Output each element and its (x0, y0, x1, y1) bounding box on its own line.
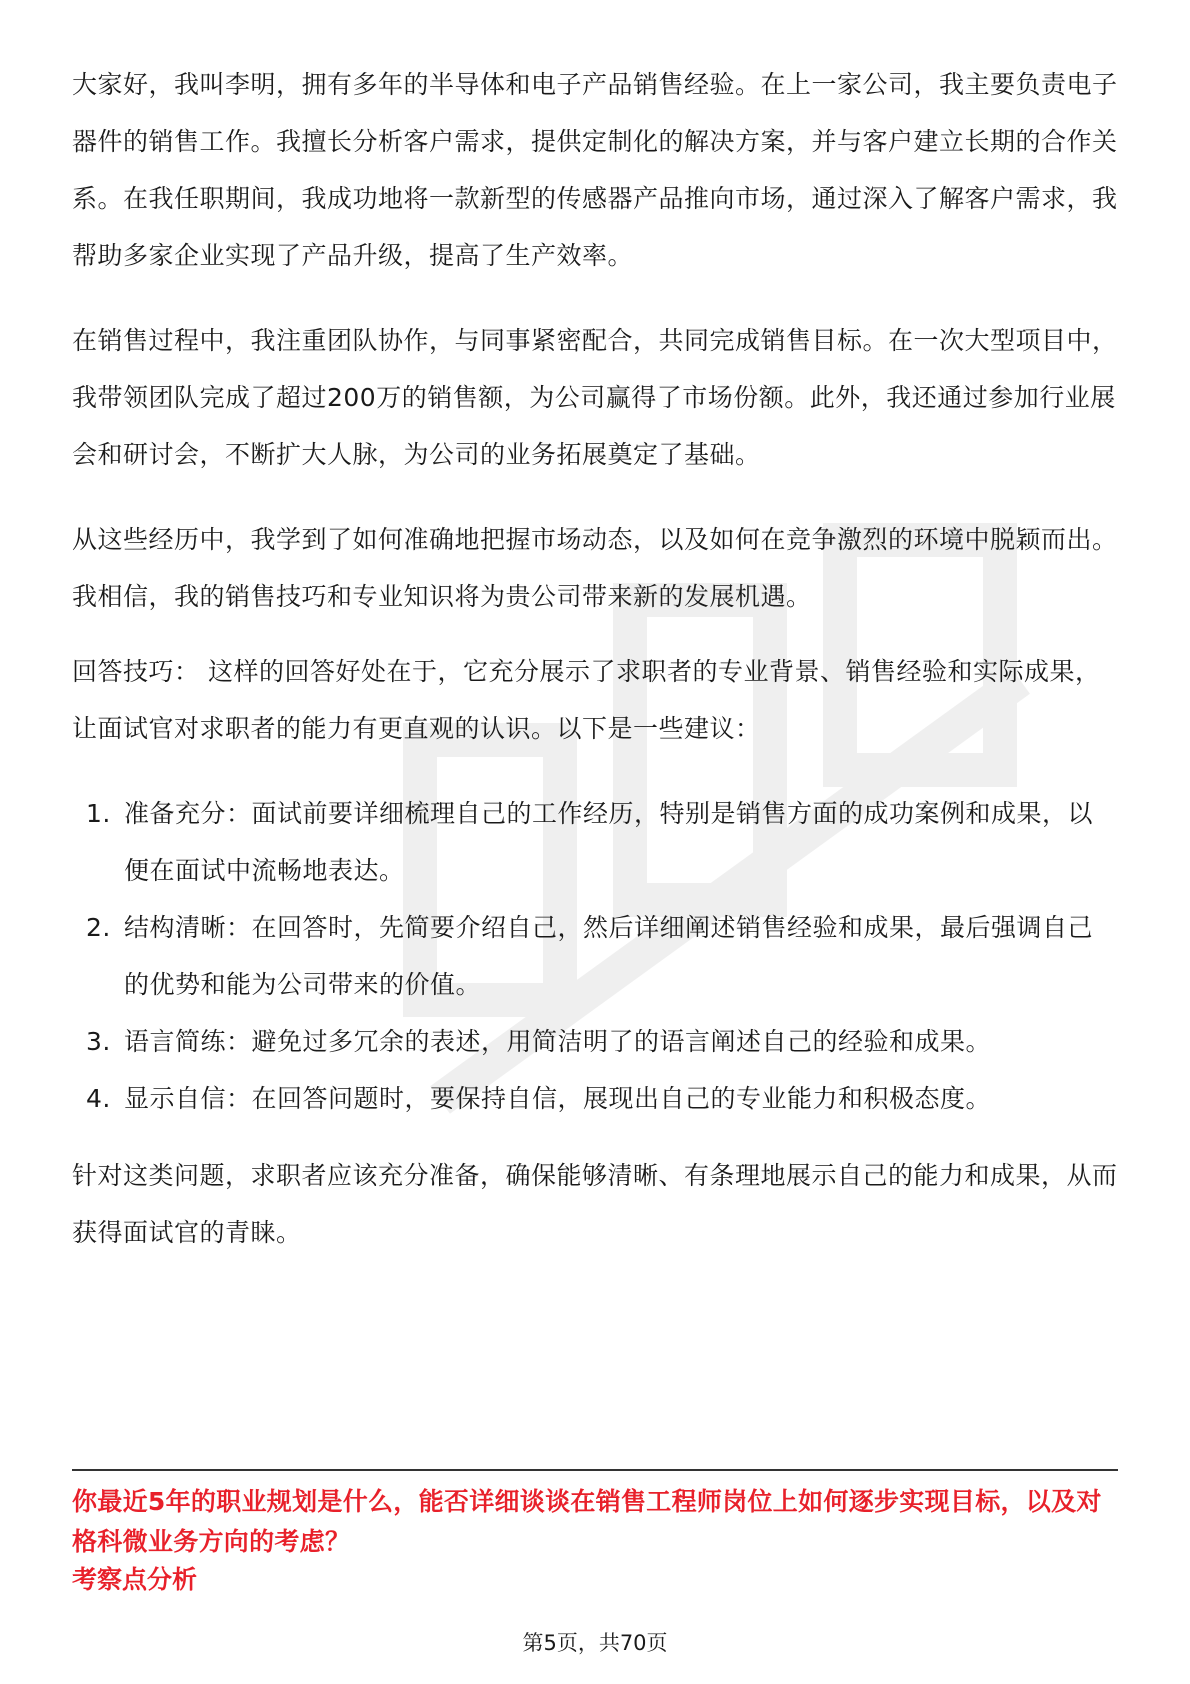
document-body (72, 56, 1118, 1289)
list-item (72, 1013, 1118, 1070)
section-divider (72, 1469, 1118, 1471)
closing-paragraph: 针对这类问题，求职者应该充分准备，确保能够清晰、有条理地展示自己的能力和成果，从而获得面试官的青睐。 (72, 1161, 1118, 1247)
list-text: 结构清晰：在回答时，先简要介绍自己，然后详细阐述销售经验和成果，最后强调自己的优势和能为公司带来的价值。 (124, 913, 1094, 999)
list-number: 3. (86, 1027, 111, 1056)
list-item (72, 899, 1118, 1013)
next-question-heading: 你最近5年的职业规划是什么，能否详细谈谈在销售工程师岗位上如何逐步实现目标，以及对格科微业务方向的考虑？ (72, 1487, 1102, 1556)
list-item (72, 1070, 1118, 1127)
list-text: 语言简练：避免过多冗余的表述，用简洁明了的语言阐述自己的经验和成果。 (124, 1027, 992, 1056)
list-number: 2. (86, 913, 111, 942)
list-text: 准备充分：面试前要详细梳理自己的工作经历，特别是销售方面的成功案例和成果，以便在面试中流畅地表达。 (124, 799, 1094, 885)
list-text: 显示自信：在回答问题时，要保持自信，展现出自己的专业能力和积极态度。 (124, 1084, 992, 1113)
list-item (72, 785, 1118, 899)
answer-tips-paragraph: 回答技巧： 这样的回答好处在于，它充分展示了求职者的专业背景、销售经验和实际成果，让面试官对求职者的能力有更直观的认识。以下是一些建议： (72, 657, 1101, 743)
analysis-heading: 考察点分析 (72, 1565, 198, 1594)
lessons-paragraph: 从这些经历中，我学到了如何准确地把握市场动态，以及如何在竞争激烈的环境中脱颖而出。我相信，我的销售技巧和专业知识将为贵公司带来新的发展机遇。 (72, 525, 1118, 611)
teamwork-paragraph: 在销售过程中，我注重团队协作，与同事紧密配合，共同完成销售目标。在一次大型项目中，我带领团队完成了超过200万的销售额，为公司赢得了市场份额。此外，我还通过参加行业展会和研讨会，不断扩大人脉，为公司的业务拓展奠定了基础。 (72, 326, 1118, 469)
list-number: 1. (86, 799, 111, 828)
intro-paragraph: 大家好，我叫李明，拥有多年的半导体和电子产品销售经验。在上一家公司，我主要负责电子器件的销售工作。我擅长分析客户需求，提供定制化的解决方案，并与客户建立长期的合作关系。在我任职期间，我成功地将一款新型的传感器产品推向市场，通过深入了解客户需求，我帮助多家企业实现了产品升级，提高了生产效率。 (72, 70, 1118, 270)
list-number: 4. (86, 1084, 111, 1113)
page-footer: 第5页，共70页 (522, 1631, 668, 1655)
tips-list (72, 785, 1118, 1127)
